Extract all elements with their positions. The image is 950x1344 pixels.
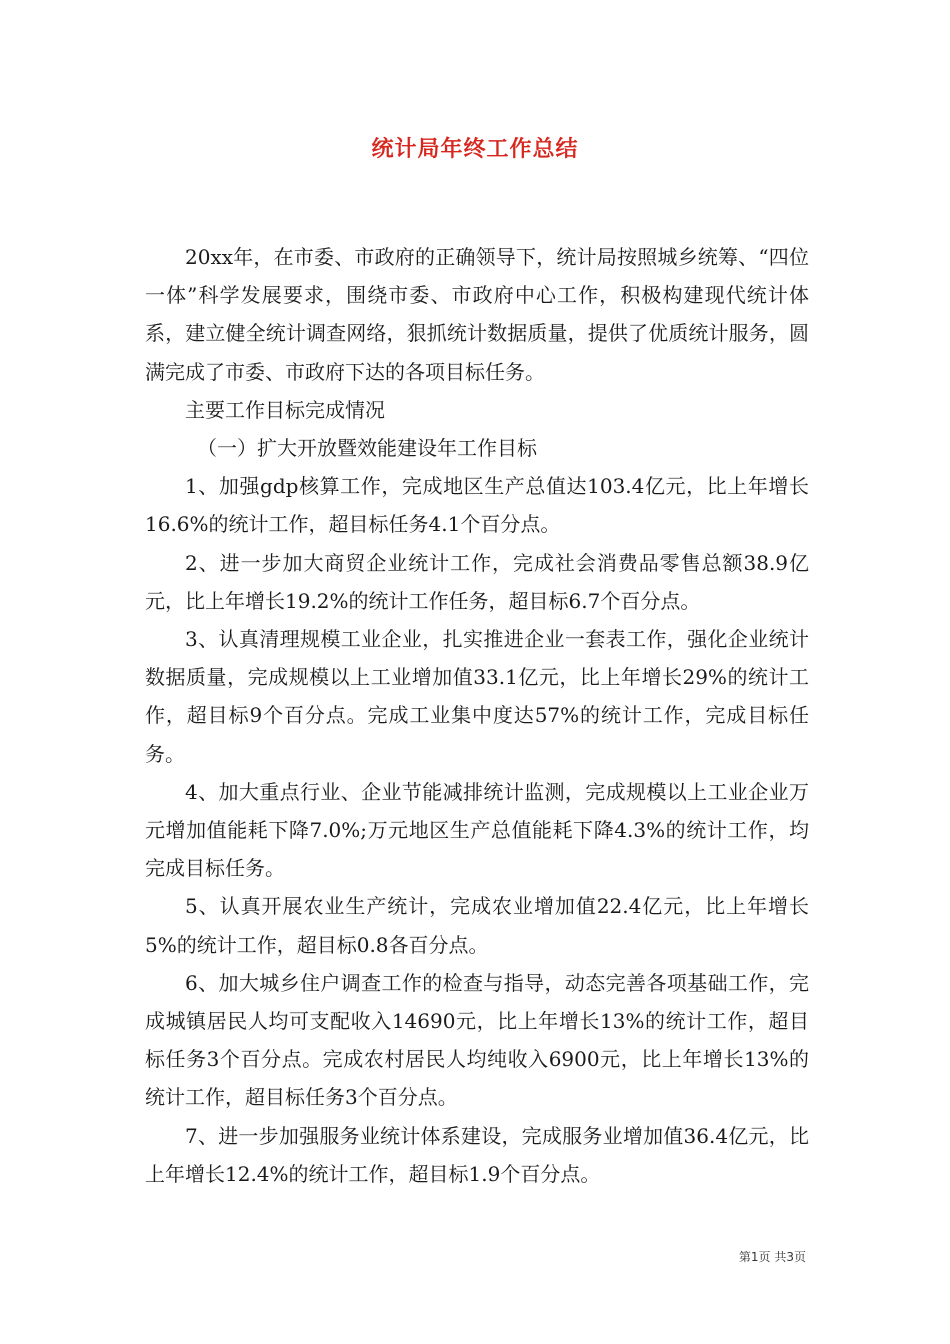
item-paragraph-5: 5、认真开展农业生产统计，完成农业增加值22.4亿元，比上年增长5%的统计工作，超目标0.8各百分点。 (145, 894, 809, 957)
page-number: 第1页 共3页 (738, 1250, 806, 1264)
item-paragraph-1: 1、加强gdp核算工作，完成地区生产总值达103.4亿元，比上年增长16.6%的统计工作，超目标任务4.1个百分点。 (145, 474, 809, 537)
item-paragraph-7: 7、进一步加强服务业统计体系建设，完成服务业增加值36.4亿元，比上年增长12.4%的统计工作，超目标1.9个百分点。 (145, 1123, 809, 1186)
intro-paragraph: 20xx年，在市委、市政府的正确领导下，统计局按照城乡统筹、“四位一体”科学发展要求，围绕市委、市政府中心工作，积极构建现代统计体系，建立健全统计调查网络，狠抓统计数据质量，提供了优质统计服务，圆满完成了市委、市政府下达的各项目标任务。 (145, 245, 809, 384)
subsection-heading: （一）扩大开放暨效能建设年工作目标 (197, 436, 537, 461)
item-paragraph-4: 4、加大重点行业、企业节能减排统计监测，完成规模以上工业企业万元增加值能耗下降7.0%;万元地区生产总值能耗下降4.3%的统计工作，均完成目标任务。 (145, 779, 809, 881)
section-heading: 主要工作目标完成情况 (185, 397, 385, 422)
item-paragraph-3: 3、认真清理规模工业企业，扎实推进企业一套表工作，强化企业统计数据质量，完成规模以上工业增加值33.1亿元，比上年增长29%的统计工作，超目标9个百分点。完成工业集中度达57%的统计工作，完成目标任务。 (145, 627, 809, 766)
document-body (145, 238, 809, 1193)
item-paragraph-6: 6、加大城乡住户调查工作的检查与指导，动态完善各项基础工作，完成城镇居民人均可支配收入14690元，比上年增长13%的统计工作，超目标任务3个百分点。完成农村居民人均纯收入6900元，比上年增长13%的统计工作，超目标任务3个百分点。 (145, 970, 809, 1110)
item-paragraph-2: 2、进一步加大商贸企业统计工作，完成社会消费品零售总额38.9亿元，比上年增长19.2%的统计工作任务，超目标6.7个百分点。 (145, 550, 809, 613)
document-title: 统计局年终工作总结 (371, 137, 579, 162)
